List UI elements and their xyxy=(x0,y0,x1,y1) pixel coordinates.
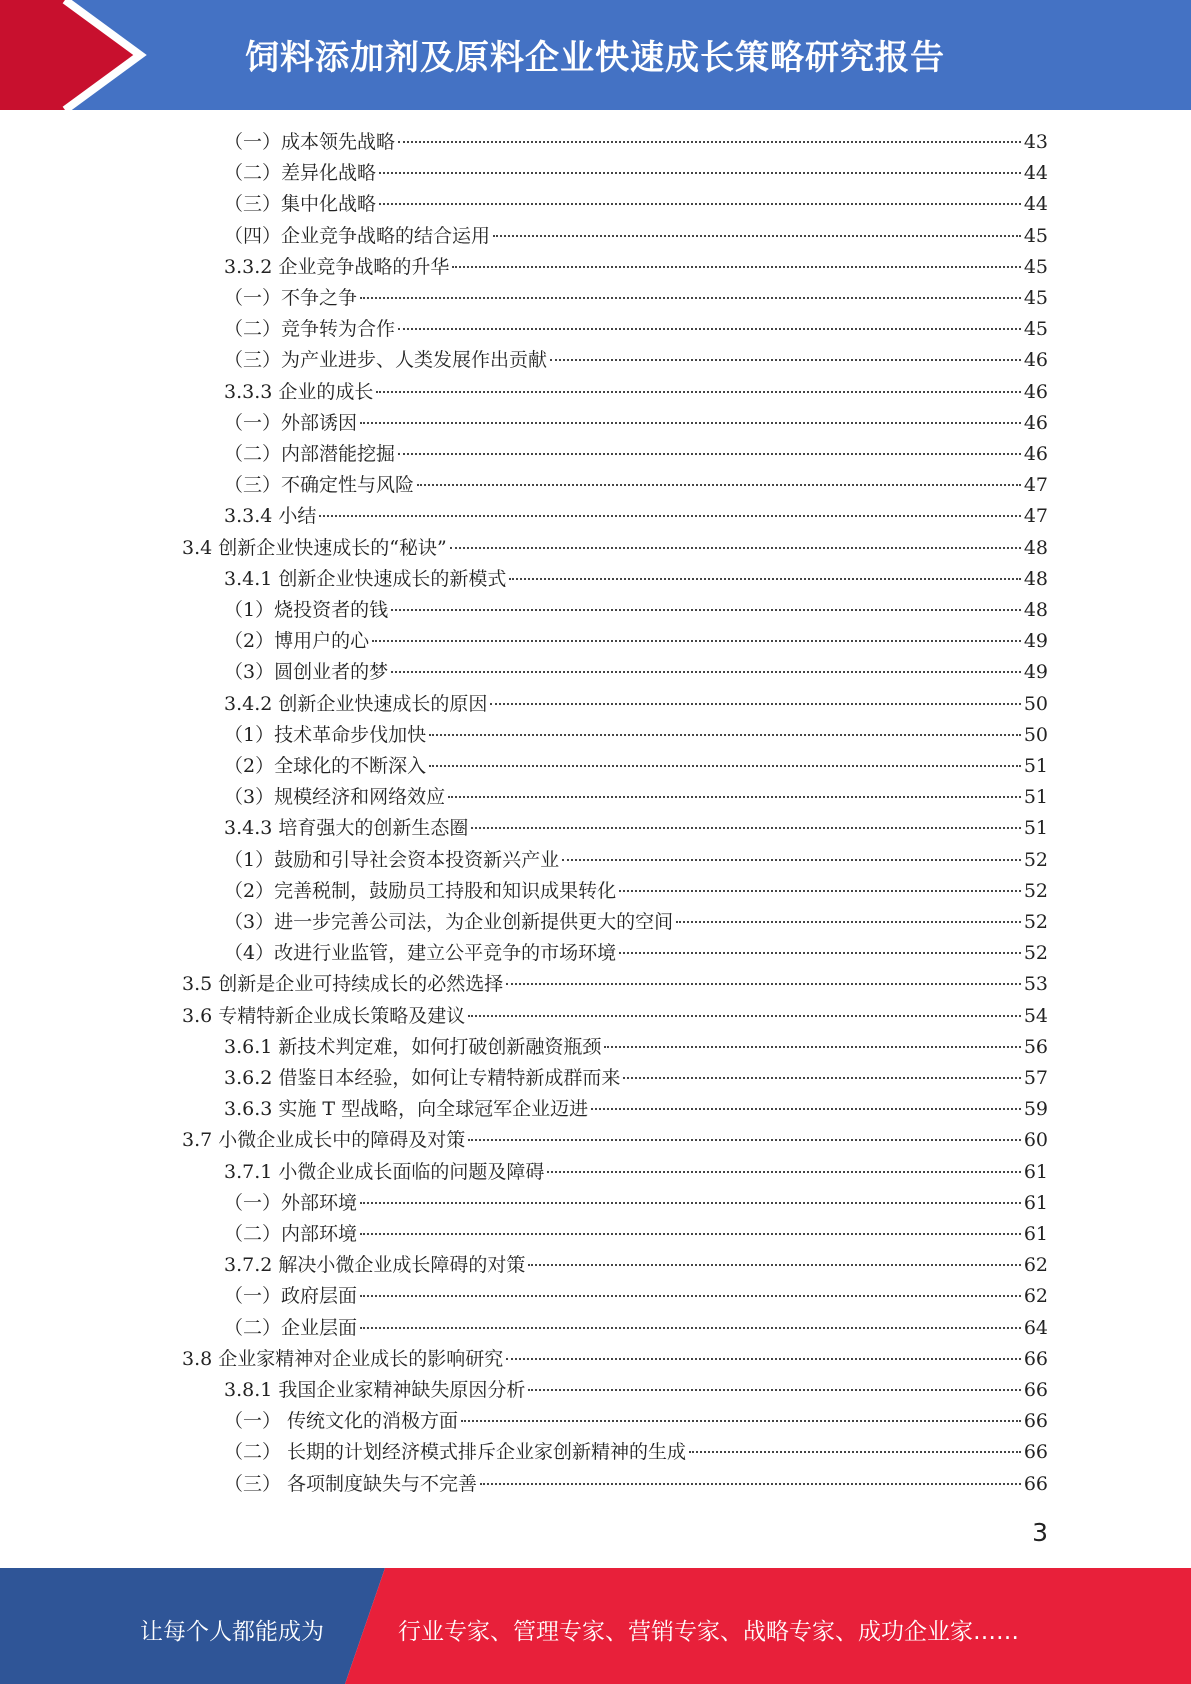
toc-entry[interactable] xyxy=(224,782,1048,813)
toc-entry[interactable] xyxy=(224,1219,1048,1250)
toc-entry[interactable] xyxy=(224,1157,1048,1188)
toc-entry-page: 48 xyxy=(1023,599,1048,621)
toc-entry-page: 47 xyxy=(1023,505,1048,528)
toc-entry[interactable] xyxy=(224,938,1048,969)
toc-entry-label: 3.3.2 企业竞争战略的升华 xyxy=(224,255,450,278)
toc-entry[interactable] xyxy=(182,1001,1048,1032)
toc-entry-label: （一）政府层面 xyxy=(224,1285,358,1308)
toc-entry-label: （三） 各项制度缺失与不完善 xyxy=(224,1472,478,1495)
toc-entry-label: 3.8 企业家精神对企业成长的影响研究 xyxy=(182,1347,504,1370)
page-number: 3 xyxy=(1032,1518,1048,1547)
toc-entry-label: 3.7 小微企业成长中的障碍及对策 xyxy=(182,1129,466,1152)
toc-entry-label: （1）烧投资者的钱 xyxy=(224,599,389,621)
toc-entry-page: 56 xyxy=(1023,1035,1048,1058)
toc-entry[interactable] xyxy=(182,533,1048,564)
toc-dot-leader xyxy=(468,1139,1021,1141)
toc-dot-leader xyxy=(452,266,1020,268)
red-arrow-icon xyxy=(0,0,160,110)
footer-slogan-right: 行业专家、管理专家、营销专家、战略专家、成功企业家…… xyxy=(398,1619,1019,1645)
toc-dot-leader xyxy=(493,235,1021,237)
toc-entry[interactable] xyxy=(182,1125,1048,1156)
toc-entry-page: 46 xyxy=(1023,443,1048,465)
toc-dot-leader xyxy=(562,859,1021,861)
toc-entry[interactable] xyxy=(224,1469,1048,1500)
toc-dot-leader xyxy=(417,484,1021,486)
toc-dot-leader xyxy=(461,1420,1021,1422)
footer-slogan-left: 让每个人都能成为 xyxy=(140,1619,324,1645)
toc-dot-leader xyxy=(398,453,1021,455)
toc-entry[interactable] xyxy=(224,1281,1048,1312)
toc-entry-page: 64 xyxy=(1023,1316,1048,1339)
toc-entry-page: 50 xyxy=(1023,692,1048,715)
toc-entry[interactable] xyxy=(224,221,1048,252)
toc-dot-leader xyxy=(528,1389,1020,1391)
toc-entry-page: 52 xyxy=(1023,848,1048,871)
toc-entry-page: 61 xyxy=(1023,1223,1048,1245)
toc-dot-leader xyxy=(319,515,1020,517)
toc-entry-page: 51 xyxy=(1023,817,1048,840)
toc-dot-leader xyxy=(468,1015,1021,1017)
toc-entry-label: 3.4.1 创新企业快速成长的新模式 xyxy=(224,567,507,590)
toc-dot-leader xyxy=(360,297,1021,299)
toc-dot-leader xyxy=(676,921,1021,923)
toc-entry[interactable] xyxy=(224,470,1048,501)
toc-entry[interactable] xyxy=(224,1313,1048,1344)
toc-entry[interactable] xyxy=(224,1375,1048,1406)
toc-entry[interactable] xyxy=(224,252,1048,283)
toc-entry-label: 3.5 创新是企业可持续成长的必然选择 xyxy=(182,973,504,996)
toc-dot-leader xyxy=(448,796,1021,798)
toc-entry-label: （3）进一步完善公司法，为企业创新提供更大的空间 xyxy=(224,911,674,933)
toc-dot-leader xyxy=(689,1451,1021,1453)
toc-dot-leader xyxy=(372,640,1021,642)
toc-entry-label: （三）不确定性与风险 xyxy=(224,474,415,497)
toc-entry-page: 60 xyxy=(1023,1129,1048,1152)
toc-entry-label: 3.4.2 创新企业快速成长的原因 xyxy=(224,692,488,715)
toc-entry-page: 46 xyxy=(1023,380,1048,403)
toc-entry[interactable] xyxy=(182,969,1048,1000)
toc-entry-label: （4）改进行业监管，建立公平竞争的市场环境 xyxy=(224,942,617,965)
toc-dot-leader xyxy=(379,203,1021,205)
toc-dot-leader xyxy=(506,983,1021,985)
toc-entry-label: 3.4.3 培育强大的创新生态圈 xyxy=(224,817,469,840)
toc-entry[interactable] xyxy=(224,1188,1048,1219)
toc-entry-label: （2）完善税制，鼓励员工持股和知识成果转化 xyxy=(224,879,617,902)
toc-entry-page: 45 xyxy=(1023,255,1048,278)
toc-entry-page: 52 xyxy=(1023,911,1048,933)
toc-entry[interactable] xyxy=(224,876,1048,907)
toc-entry-page: 62 xyxy=(1023,1254,1048,1277)
toc-entry-page: 48 xyxy=(1023,536,1048,559)
toc-entry-label: （一）外部环境 xyxy=(224,1191,358,1214)
toc-entry[interactable] xyxy=(224,1032,1048,1063)
toc-dot-leader xyxy=(547,1171,1020,1173)
toc-dot-leader xyxy=(429,765,1021,767)
toc-entry-label: （二）竞争转为合作 xyxy=(224,318,396,341)
toc-entry[interactable] xyxy=(224,1250,1048,1281)
toc-dot-leader xyxy=(360,1202,1021,1204)
toc-entry-page: 43 xyxy=(1023,131,1048,153)
toc-entry-page: 54 xyxy=(1023,1004,1048,1027)
toc-entry-page: 45 xyxy=(1023,318,1048,341)
toc-dot-leader xyxy=(398,328,1021,330)
toc-entry-label: （一）不争之争 xyxy=(224,287,358,309)
toc-entry-page: 57 xyxy=(1023,1067,1048,1089)
toc-entry-label: 3.3.4 小结 xyxy=(224,505,317,528)
toc-entry-label: （一）外部诱因 xyxy=(224,411,358,434)
toc-entry-label: （一）成本领先战略 xyxy=(224,131,396,153)
toc-dot-leader xyxy=(591,1108,1021,1110)
toc-entry-label: （四）企业竞争战略的结合运用 xyxy=(224,224,491,247)
toc-entry-page: 44 xyxy=(1023,162,1048,185)
toc-dot-leader xyxy=(506,1358,1021,1360)
toc-entry-label: 3.7.2 解决小微企业成长障碍的对策 xyxy=(224,1254,526,1277)
toc-entry-page: 46 xyxy=(1023,411,1048,434)
toc-entry-page: 61 xyxy=(1023,1191,1048,1214)
toc-entry-label: （二） 长期的计划经济模式排斥企业家创新精神的生成 xyxy=(224,1441,687,1464)
toc-dot-leader xyxy=(619,952,1021,954)
toc-entry[interactable] xyxy=(224,439,1048,470)
toc-entry-page: 59 xyxy=(1023,1098,1048,1121)
toc-dot-leader xyxy=(391,671,1021,673)
toc-dot-leader xyxy=(623,1077,1020,1079)
toc-entry[interactable] xyxy=(224,189,1048,220)
toc-entry-label: 3.6.2 借鉴日本经验，如何让专精特新成群而来 xyxy=(224,1067,621,1089)
toc-entry-page: 48 xyxy=(1023,567,1048,590)
toc-entry-label: （1）鼓励和引导社会资本投资新兴产业 xyxy=(224,848,560,871)
toc-entry-label: （一） 传统文化的消极方面 xyxy=(224,1410,459,1433)
toc-entry-page: 66 xyxy=(1023,1410,1048,1433)
toc-entry-label: 3.4 创新企业快速成长的“秘诀” xyxy=(182,536,447,559)
toc-entry-label: （二）内部环境 xyxy=(224,1223,358,1245)
toc-entry[interactable] xyxy=(224,751,1048,782)
toc-entry-label: （2）全球化的不断深入 xyxy=(224,755,427,777)
toc-dot-leader xyxy=(391,609,1021,611)
toc-entry-page: 66 xyxy=(1023,1347,1048,1370)
toc-dot-leader xyxy=(360,422,1021,424)
toc-dot-leader xyxy=(490,703,1020,705)
toc-dot-leader xyxy=(550,359,1021,361)
toc-dot-leader xyxy=(509,578,1020,580)
toc-entry-label: 3.7.1 小微企业成长面临的问题及障碍 xyxy=(224,1160,545,1183)
toc-entry-page: 45 xyxy=(1023,287,1048,309)
toc-entry-page: 51 xyxy=(1023,755,1048,777)
toc-entry[interactable] xyxy=(224,657,1048,688)
toc-entry-page: 52 xyxy=(1023,942,1048,965)
toc-entry-label: 3.8.1 我国企业家精神缺失原因分析 xyxy=(224,1379,526,1401)
toc-entry[interactable] xyxy=(224,127,1048,158)
header-bar xyxy=(0,0,1191,110)
toc-entry-label: 3.6 专精特新企业成长策略及建议 xyxy=(182,1004,466,1027)
toc-entry-page: 52 xyxy=(1023,879,1048,902)
toc-entry-label: （三）集中化战略 xyxy=(224,193,377,216)
toc-entry-page: 66 xyxy=(1023,1472,1048,1495)
toc-entry-page: 49 xyxy=(1023,661,1048,684)
toc-dot-leader xyxy=(604,1046,1020,1048)
toc-entry-page: 53 xyxy=(1023,973,1048,996)
toc-entry-page: 50 xyxy=(1023,723,1048,746)
toc-entry-page: 46 xyxy=(1023,349,1048,372)
toc-entry-page: 66 xyxy=(1023,1379,1048,1401)
toc-entry-page: 66 xyxy=(1023,1441,1048,1464)
toc-entry-label: 3.3.3 企业的成长 xyxy=(224,380,374,403)
report-title: 饲料添加剂及原料企业快速成长策略研究报告 xyxy=(245,38,945,78)
toc-entry[interactable] xyxy=(224,377,1048,408)
toc-entry-label: （二）差异化战略 xyxy=(224,162,377,185)
toc-entry[interactable] xyxy=(224,501,1048,532)
toc-dot-leader xyxy=(376,391,1020,393)
toc-dot-leader xyxy=(619,890,1021,892)
toc-entry-label: （1）技术革命步伐加快 xyxy=(224,723,427,746)
toc-dot-leader xyxy=(450,547,1021,549)
toc-entry-page: 44 xyxy=(1023,193,1048,216)
toc-entry[interactable] xyxy=(224,626,1048,657)
toc-entry-label: （2）博用户的心 xyxy=(224,630,370,653)
footer-banner xyxy=(0,1568,1191,1684)
toc-entry[interactable] xyxy=(224,1094,1048,1125)
toc-entry[interactable] xyxy=(182,1344,1048,1375)
toc-entry-page: 49 xyxy=(1023,630,1048,653)
toc-entry-page: 47 xyxy=(1023,474,1048,497)
toc-entry-page: 61 xyxy=(1023,1160,1048,1183)
toc-dot-leader xyxy=(379,172,1021,174)
toc-entry[interactable] xyxy=(224,408,1048,439)
toc-dot-leader xyxy=(528,1264,1020,1266)
toc-entry-page: 51 xyxy=(1023,786,1048,809)
toc-entry[interactable] xyxy=(224,689,1048,720)
toc-entry[interactable] xyxy=(224,314,1048,345)
toc-entry[interactable] xyxy=(224,283,1048,314)
toc-entry-label: （3）圆创业者的梦 xyxy=(224,661,389,684)
toc-entry[interactable] xyxy=(224,720,1048,751)
toc-entry-label: （三）为产业进步、人类发展作出贡献 xyxy=(224,349,548,372)
toc-entry-page: 45 xyxy=(1023,224,1048,247)
toc-entry-label: （二）内部潜能挖掘 xyxy=(224,443,396,465)
toc-entry[interactable] xyxy=(224,158,1048,189)
toc-entry-label: （二）企业层面 xyxy=(224,1316,358,1339)
toc-entry[interactable] xyxy=(224,595,1048,626)
toc-entry[interactable] xyxy=(224,1063,1048,1094)
toc-dot-leader xyxy=(471,827,1020,829)
toc-entry-label: 3.6.3 实施 T 型战略，向全球冠军企业迈进 xyxy=(224,1098,589,1121)
toc-dot-leader xyxy=(429,734,1021,736)
toc-entry[interactable] xyxy=(224,1437,1048,1468)
toc-entry[interactable] xyxy=(224,845,1048,876)
toc-entry-label: 3.6.1 新技术判定难，如何打破创新融资瓶颈 xyxy=(224,1035,602,1058)
toc-dot-leader xyxy=(360,1233,1021,1235)
toc-entry-label: （3）规模经济和网络效应 xyxy=(224,786,446,809)
toc-entry[interactable] xyxy=(224,1406,1048,1437)
toc-dot-leader xyxy=(480,1483,1021,1485)
toc-entry-page: 62 xyxy=(1023,1285,1048,1308)
toc-entry[interactable] xyxy=(224,345,1048,376)
toc-entry[interactable] xyxy=(224,813,1048,844)
toc-entry[interactable] xyxy=(224,564,1048,595)
toc-dot-leader xyxy=(398,141,1021,143)
toc-entry[interactable] xyxy=(224,907,1048,938)
toc-dot-leader xyxy=(360,1295,1021,1297)
toc-dot-leader xyxy=(360,1327,1021,1329)
